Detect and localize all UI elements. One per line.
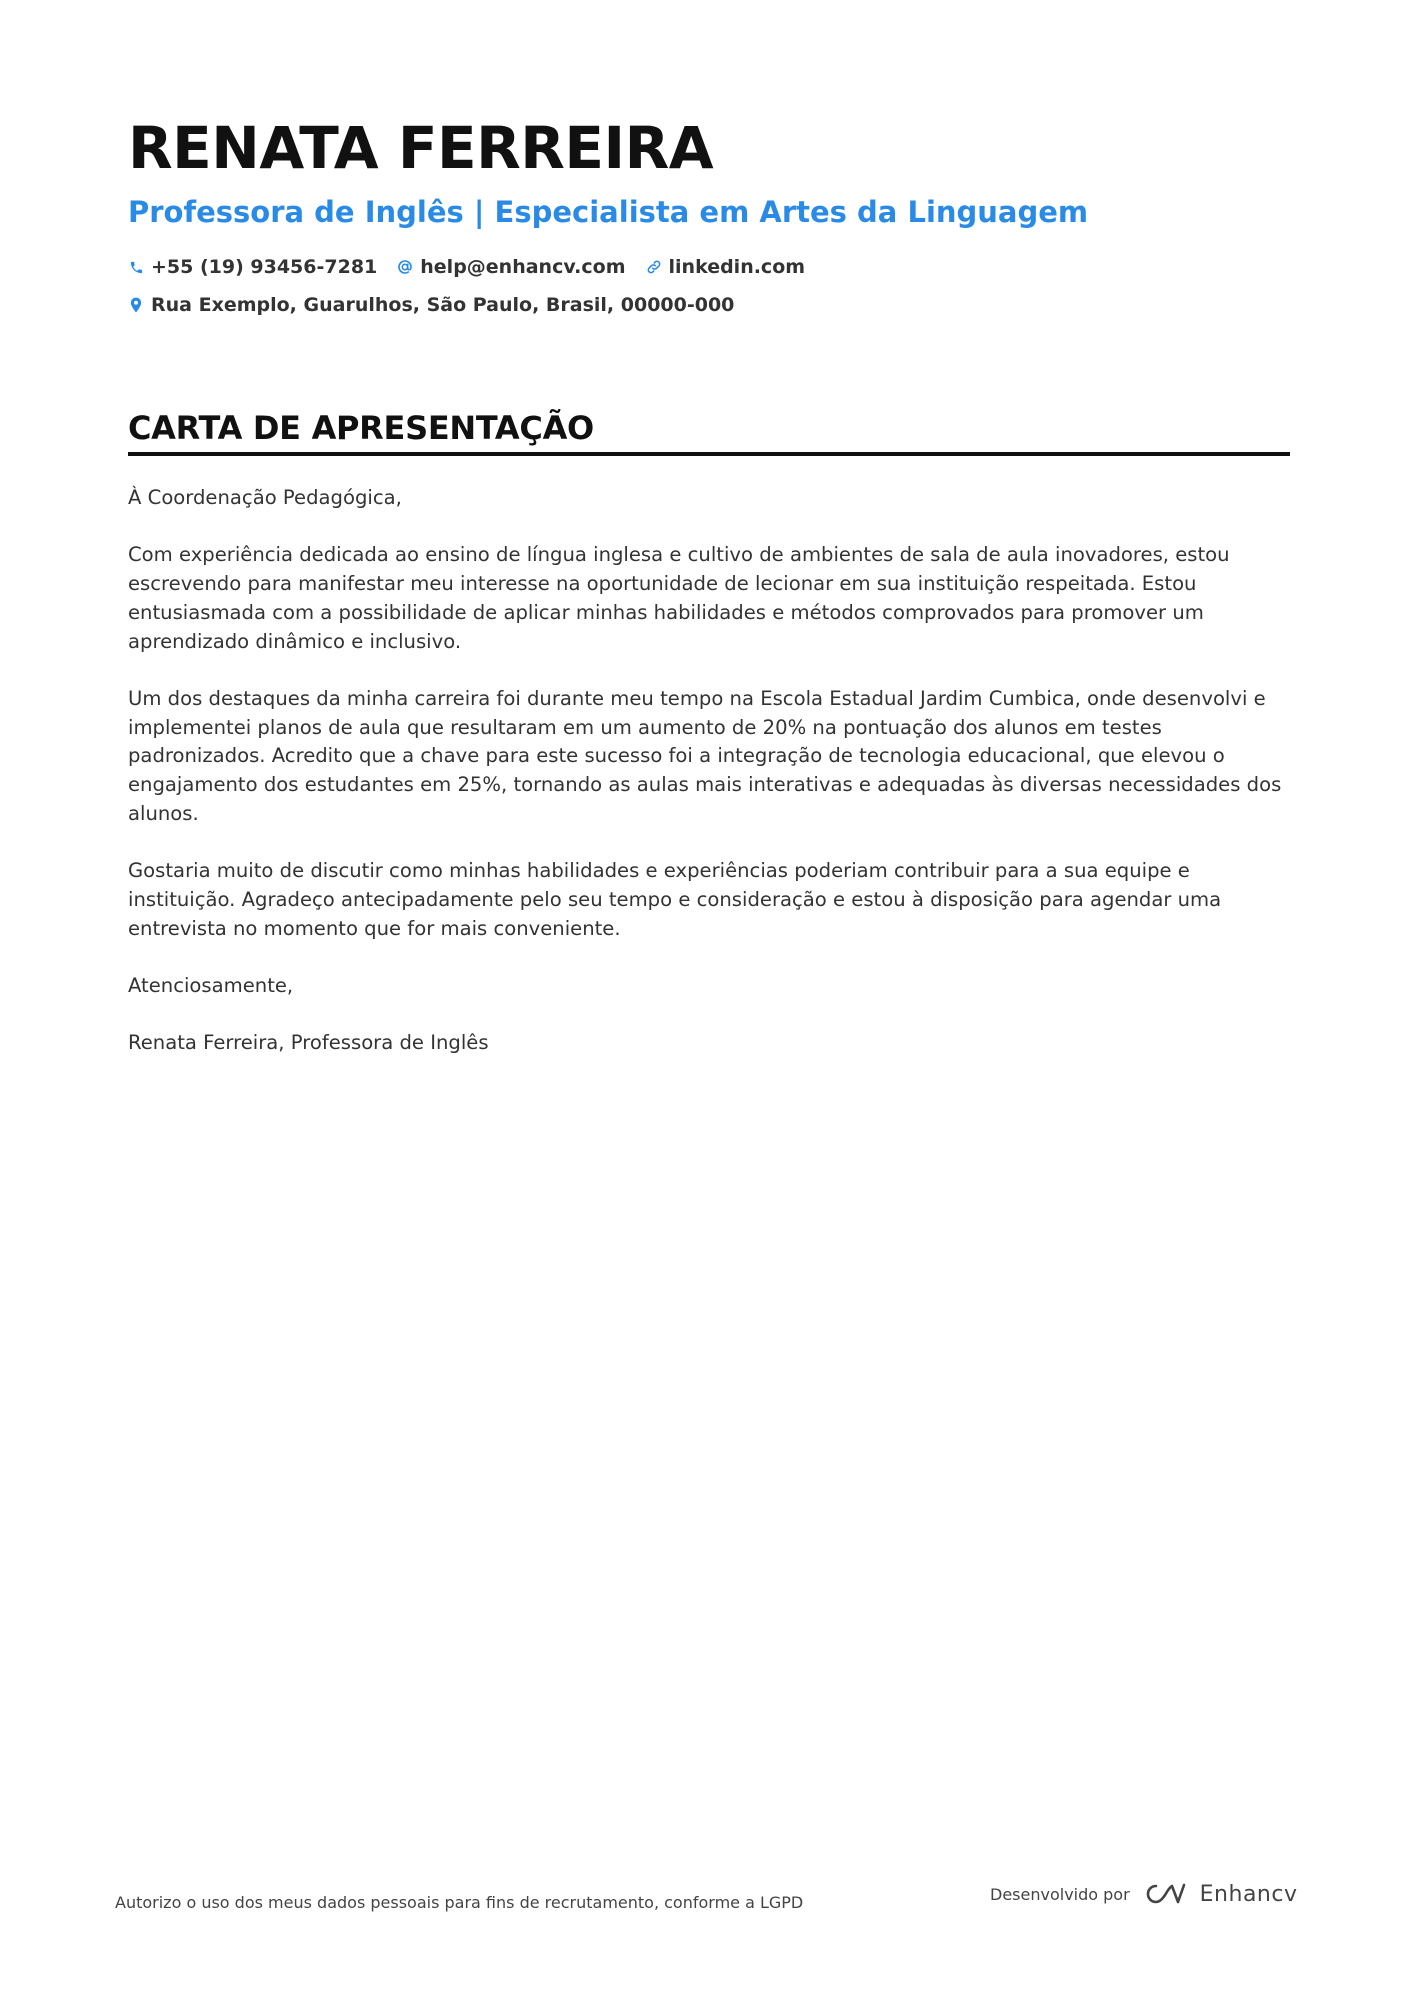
section-divider (128, 452, 1290, 456)
powered-by-label: Desenvolvido por (990, 1884, 1130, 1904)
phone-icon (128, 259, 144, 275)
letter-body (128, 484, 1290, 1058)
contact-row-primary (128, 248, 1290, 286)
footer-consent: Autorizo o uso dos meus dados pessoais para fins de recrutamento, conforme a LGPD (115, 1893, 804, 1912)
at-sign-icon (397, 259, 413, 275)
letter-paragraph-2: Um dos destaques da minha carreira foi durante meu tempo na Escola Estadual Jardim Cumbica, onde desenvolvi e implementei planos de aula que resultaram em um aumento de 20% na pontuação dos alunos em testes padronizados. Acredito que a chave para este sucesso foi a integração de tecnologia educacional, que elevou o engajamento dos estudantes em 25%, tornando as aulas mais interativas e adequadas às diversas necessidades dos alunos. (128, 686, 1282, 825)
linkedin-text: linkedin.com (668, 256, 806, 278)
letter-paragraph-3: Gostaria muito de discutir como minhas habilidades e experiências poderiam contribuir para a sua equipe e instituição. Agradeço antecipadamente pelo seu tempo e consideração e estou à disposição para agendar uma entrevista no momento que for mais conveniente. (128, 859, 1222, 940)
address-text: Rua Exemplo, Guarulhos, São Paulo, Brasil, 00000-000 (151, 294, 735, 316)
section-title: CARTA DE APRESENTAÇÃO (128, 409, 594, 447)
footer-branding[interactable] (990, 1880, 1297, 1908)
cover-letter-section (128, 404, 1290, 1087)
letter-signature: Renata Ferreira, Professora de Inglês (128, 1031, 489, 1055)
letter-closing: Atenciosamente, (128, 973, 294, 997)
map-pin-icon (128, 297, 144, 313)
letter-paragraph-1: Com experiência dedicada ao ensino de língua inglesa e cultivo de ambientes de sala de aula inovadores, estou escrevendo para manifestar meu interesse na oportunidade de lecionar em sua instituição respeitada. Estou entusiasmada com a possibilidade de aplicar minhas habilidades e métodos comprovados para promover um aprendizado dinâmico e inclusivo. (128, 543, 1230, 653)
enhancv-logo-icon (1142, 1880, 1188, 1908)
candidate-name: RENATA FERREIRA (128, 114, 714, 182)
header (128, 108, 1290, 324)
phone-text: +55 (19) 93456-7281 (151, 256, 378, 278)
contact-email[interactable] (397, 256, 625, 278)
candidate-role: Professora de Inglês | Especialista em Artes da Linguagem (128, 195, 1089, 229)
contact-info (128, 248, 1290, 324)
contact-address (128, 294, 734, 316)
letter-salutation: À Coordenação Pedagógica, (128, 486, 402, 509)
contact-row-address (128, 286, 1290, 324)
contact-linkedin[interactable] (646, 256, 806, 278)
email-text: help@enhancv.com (420, 256, 626, 278)
brand-name: Enhancv (1199, 1881, 1298, 1907)
contact-phone[interactable] (128, 256, 377, 278)
link-icon (646, 259, 662, 275)
